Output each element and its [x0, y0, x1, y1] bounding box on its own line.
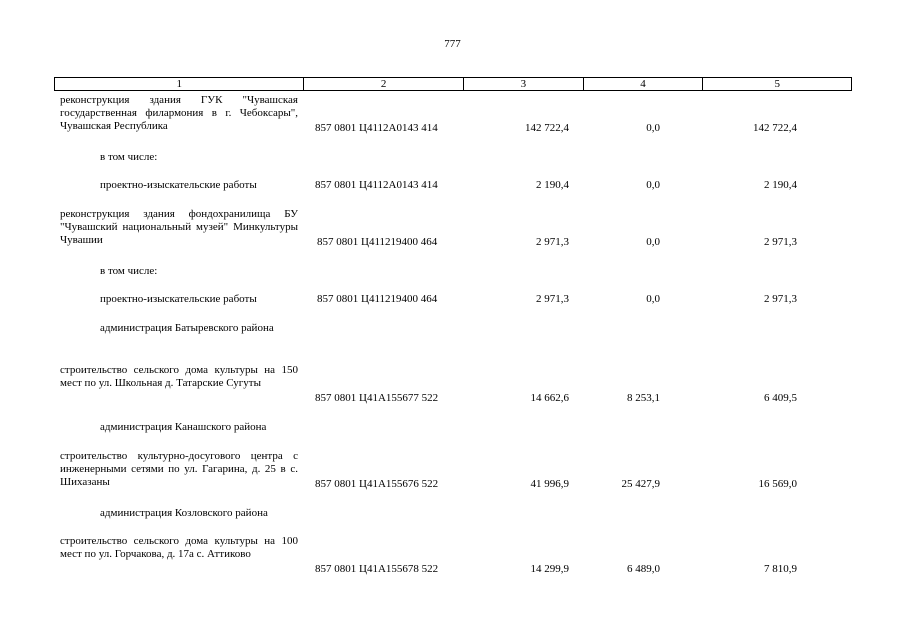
row-description: администрация Козловского района — [100, 507, 268, 519]
row-value-3: 14 662,6 — [530, 392, 569, 404]
row-value-5: 142 722,4 — [753, 122, 797, 134]
row-value-4: 25 427,9 — [621, 478, 660, 490]
row-description: проектно-изыскательские работы — [100, 179, 257, 191]
row-description: в том числе: — [100, 151, 158, 163]
row-value-3: 41 996,9 — [530, 478, 569, 490]
page-number: 777 — [444, 38, 461, 50]
row-code: 857 0801 Ц41А155677 522 — [315, 392, 439, 404]
row-value-5: 2 971,3 — [764, 236, 797, 248]
row-value-3: 142 722,4 — [525, 122, 569, 134]
row-value-4: 0,0 — [646, 236, 660, 248]
row-description: строительство сельского дома культуры на 150 мест по ул. Школьная д. Татарские Сугуты — [60, 364, 298, 389]
row-value-3: 2 190,4 — [536, 179, 569, 191]
header-col-5: 5 — [774, 78, 780, 90]
row-value-5: 2 971,3 — [764, 293, 797, 305]
row-value-4: 8 253,1 — [627, 392, 660, 404]
row-value-5: 6 409,5 — [764, 392, 797, 404]
row-value-4: 0,0 — [646, 122, 660, 134]
header-col-1: 1 — [55, 78, 304, 90]
row-value-5: 7 810,9 — [764, 563, 797, 575]
row-code: 857 0801 Ц4112А0143 414 — [315, 122, 438, 134]
row-value-5: 16 569,0 — [758, 478, 797, 490]
header-col-3: 3 — [464, 78, 584, 90]
row-description: строительство культурно-досугового центра с инженерными сетями по ул. Гагарина, д. 25 в с. Шихазаны — [60, 450, 298, 488]
row-description: администрация Канашского района — [100, 421, 267, 433]
row-code: 857 0801 Ц41А155678 522 — [315, 563, 439, 575]
row-code: 857 0801 Ц41А155676 522 — [315, 478, 439, 490]
row-value-4: 6 489,0 — [627, 563, 660, 575]
row-description: реконструкция здания ГУК "Чувашская государственная филармония в г. Чебоксары", Чувашская Республика — [60, 94, 298, 132]
row-description: в том числе: — [100, 265, 158, 277]
row-code: 857 0801 Ц4112А0143 414 — [315, 179, 438, 191]
row-value-3: 2 971,3 — [536, 293, 569, 305]
row-description: реконструкция здания фондохранилища БУ "Чувашский национальный музей" Минкультуры Чувашии — [60, 208, 298, 246]
row-value-4: 0,0 — [646, 179, 660, 191]
header-col-4: 4 — [584, 78, 704, 90]
row-value-3: 14 299,9 — [530, 563, 569, 575]
row-code: 857 0801 Ц411219400 464 — [317, 236, 438, 248]
row-value-3: 2 971,3 — [536, 236, 569, 248]
row-code: 857 0801 Ц411219400 464 — [317, 293, 438, 305]
row-description: строительство сельского дома культуры на 100 мест по ул. Горчакова, д. 17а с. Аттиково — [60, 535, 298, 560]
row-value-4: 0,0 — [646, 293, 660, 305]
table-header — [54, 77, 852, 91]
row-value-5: 2 190,4 — [764, 179, 797, 191]
row-description: проектно-изыскательские работы — [100, 293, 257, 305]
row-description: администрация Батыревского района — [100, 322, 274, 334]
header-col-2: 2 — [304, 78, 464, 90]
